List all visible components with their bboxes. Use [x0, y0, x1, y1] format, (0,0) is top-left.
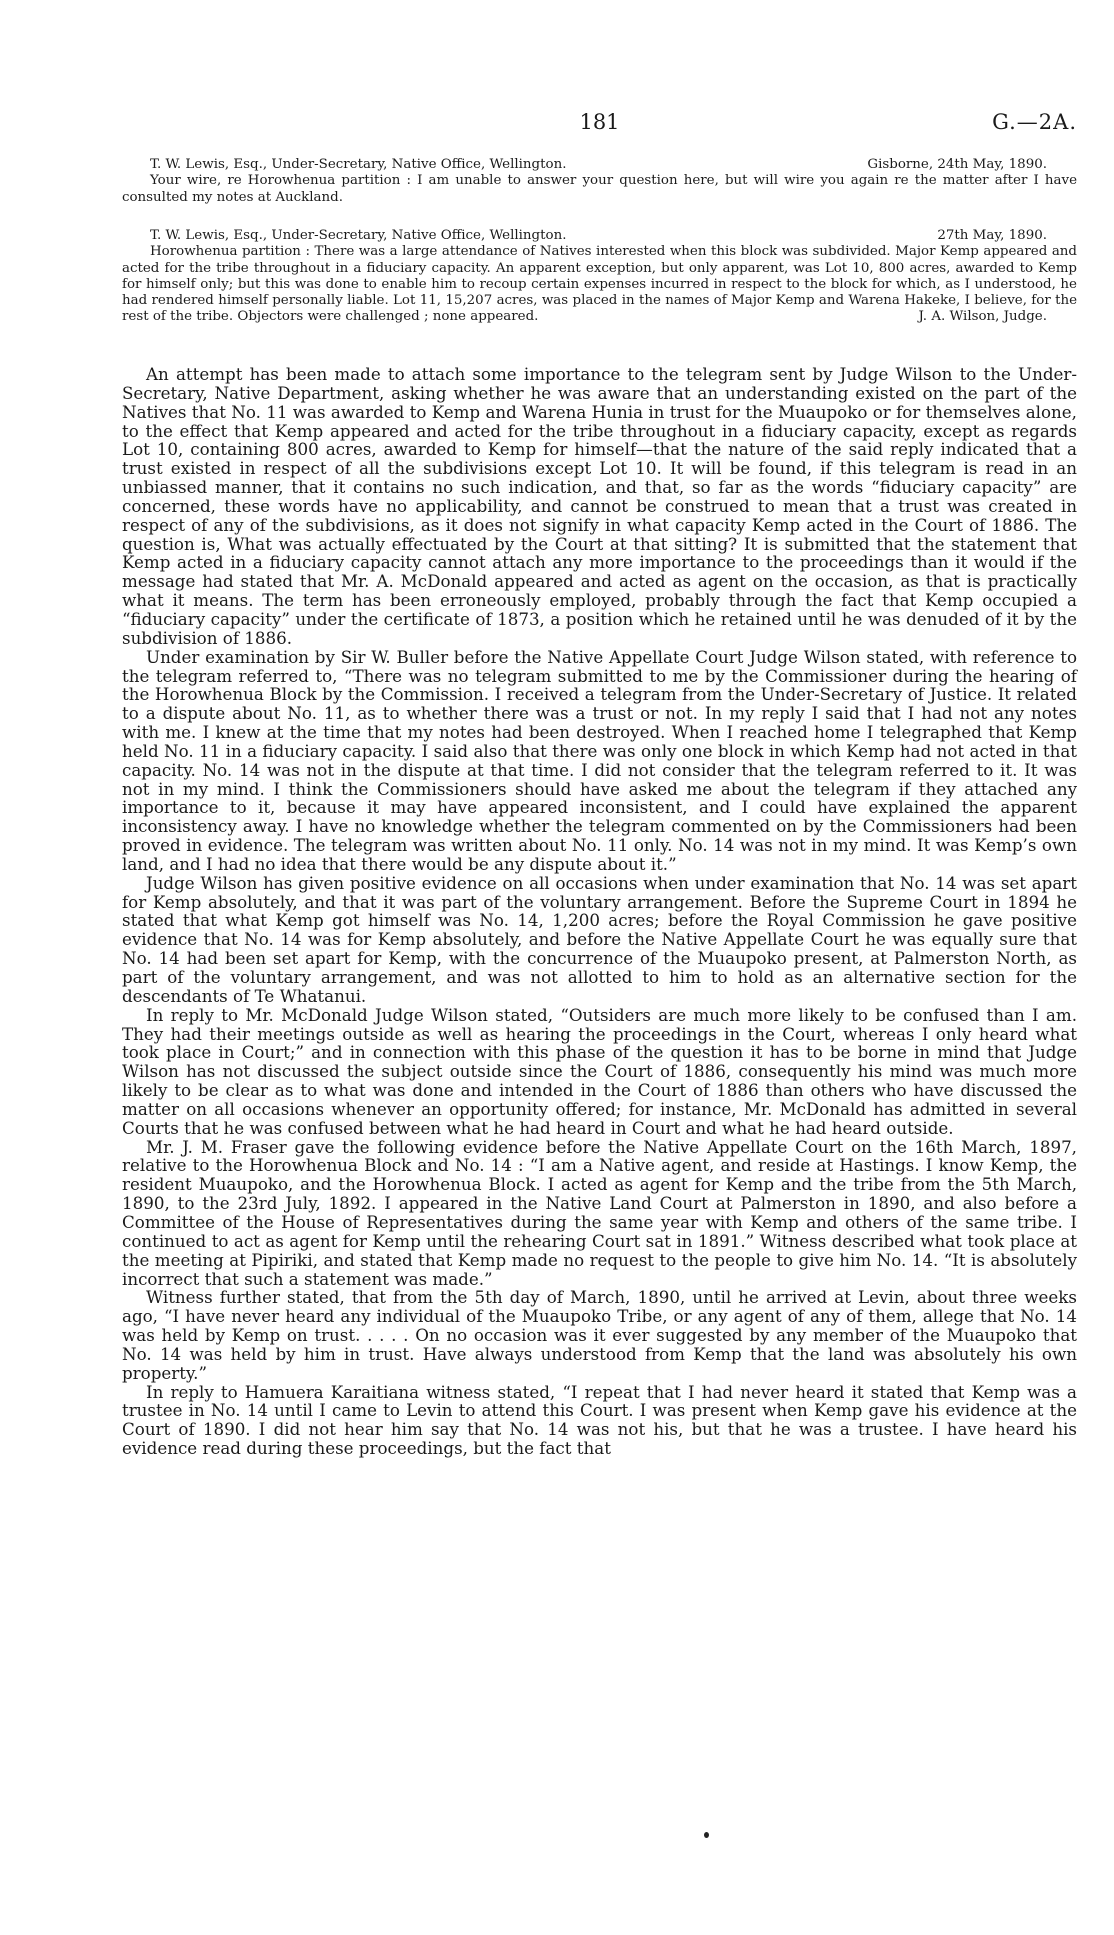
document-reference: G.—2A.	[992, 110, 1077, 134]
paragraph-fraser-evidence: Mr. J. M. Fraser gave the following evidence before the Native Appellate Court on the 16th March, 1897, relative to the Horowhenua Block and No. 14 : “I am a Native agent, and reside at Hastings. I know Kemp, the resident Muaupoko, and the Horowhenua Block. I acted as agent for Kemp and the tribe from the 5th March, 1890, to the 23rd July, 1892. I appeared in the Native Land Court at Palmerston in 1890, and also before a Committee of the House of Representatives during the same year with Kemp and others of the same tribe. I continued to act as agent for Kemp until the rehearing Court sat in 1891.” Witness described what took place at the meeting at Pipiriki, and stated that Kemp made no request to the people to give him No. 14. “It is absolutely incorrect that such a statement was made.”	[122, 1136, 1077, 1289]
paragraph-telegram-analysis: An attempt has been made to attach some importance to the telegram sent by Judge Wilson to the Under-Secretary, Native Department, asking whether he was aware that an understanding existed on the part of the Natives that No. 11 was awarded to Kemp and Warena Hunia in trust for the Muaupoko or for themselves alone, to the effect that Kemp appeared and acted for the tribe throughout in a fiduciary capacity, except as regards Lot 10, containing 800 acres, awarded to Kemp for himself—that the nature of the said reply indicated that a trust existed in respect of all the subdivisions except Lot 10. It will be found, if this telegram is read in an unbiassed manner, that it contains no such indication, and that, so far as the words “fiduciary capacity” are concerned, these words have no applicability, and cannot be construed to mean that a trust was created in respect of any of the subdivisions, as it does not signify in what capacity Kemp acted in the Court of 1886. The question is, What was actually effectuated by the Court at that sitting? It is submitted that the statement that Kemp acted in a fiduciary capacity cannot attach any more importance to the proceedings than it would if the message had stated that Mr. A. McDonald appeared and acted as agent on the occasion, as that is practically what it means. The term has been erroneously employed, probably through the fact that Kemp occupied a “fiduciary capacity” under the certificate of 1873, a position which he retained until he was denuded of it by the subdivision of 1886.	[122, 364, 1077, 648]
paragraph-mcdonald-reply: In reply to Mr. McDonald Judge Wilson stated, “Outsiders are much more likely to be confused than I am. They had their meetings outside as well as hearing the proceedings in the Court, whereas I only heard what took place in Court;” and in connection with this phase of the question it has to be borne in mind that Judge Wilson has not discussed the subject outside since the Court of 1886, consequently his mind was much more likely to be clear as to what was done and intended in the Court of 1886 than others who have discussed the matter on all occasions whenever an opportunity offered; for instance, Mr. McDonald has admitted in several Courts that he was confused between what he had heard in Court and what he had heard outside.	[122, 1004, 1077, 1138]
paragraph-hamuera-reply: In reply to Hamuera Karaitiana witness stated, “I repeat that I had never heard it stated that Kemp was a trustee in No. 14 until I came to Levin to attend this Court. I was present when Kemp gave his evidence at the Court of 1890. I did not hear him say that No. 14 was not his, but that he was a trustee. I have heard his evidence read during these proceedings, but the fact that	[122, 1381, 1077, 1459]
telegram-2-heading	[122, 228, 1077, 244]
telegram-2-date: 27th May, 1890.	[937, 228, 1047, 243]
paragraph-witness-further: Witness further stated, that from the 5th day of March, 1890, until he arrived at Levin, about three weeks ago, “I have never heard any individual of the Muaupoko Tribe, or any agent of any of them, allege that No. 14 was held by Kemp on trust. . . . . On no occasion was it ever suggested by any member of the Muaupoko that No. 14 was held by him in trust. Have always understood from Kemp that the land was absolutely his own property.”	[122, 1287, 1077, 1383]
paragraph-buller-examination: Under examination by Sir W. Buller before the Native Appellate Court Judge Wilson stated, with reference to the telegram referred to, “There was no telegram submitted to me by the Commissioner during the hearing of the Horowhenua Block by the Commission. I received a telegram from the Under-Secretary of Justice. It related to a dispute about No. 11, as to whether there was a trust or not. In my reply I said that I had not any notes with me. I knew at the time that my notes had been destroyed. When I reached home I telegraphed that Kemp held No. 11 in a fiduciary capacity. I said also that there was only one block in which Kemp had not acted in that capacity. No. 14 was not in the dispute at that time. I did not consider that the telegram referred to it. It was not in my mind. I think the Commissioners should have asked me about the telegram if they attached any importance to it, because it may have appeared inconsistent, and I could have explained the apparent inconsistency away. I have no knowledge whether the telegram commented on by the Commissioners had been proved in evidence. The telegram was written about No. 11 only. No. 14 was not in my mind. It was Kemp’s own land, and I had no idea that there would be any dispute about it.”	[122, 646, 1077, 874]
telegram-1	[122, 157, 1077, 206]
telegram-1-place-date: Gisborne, 24th May, 1890.	[867, 157, 1047, 172]
page-header	[122, 110, 1077, 144]
telegram-2-signature: J. A. Wilson, Judge.	[918, 309, 1047, 325]
telegram-2-addressee: T. W. Lewis, Esq., Under-Secretary, Native Office, Wellington.	[150, 228, 567, 243]
telegram-2	[122, 228, 1077, 326]
telegram-1-text: Your wire, re Horowhenua partition : I am unable to answer your question here, but will wire you again re the matter after I have consulted my notes at Auckland.	[122, 173, 1077, 205]
main-body	[122, 365, 1077, 1458]
telegram-2-text: Horowhenua partition : There was a large attendance of Natives interested when this block was subdivided. Major Kemp appeared and acted for the tribe throughout in a fiduciary capacity. An apparent exception, but only apparent, was Lot 10, 800 acres, awarded to Kemp for himself only; but this was done to enable him to recoup certain expenses incurred in respect to the block for which, as I understood, he had rendered himself personally liable. Lot 11, 15,207 acres, was placed in the names of Major Kemp and Warena Hakeke, I believe, for the rest of the tribe. Objectors were challenged ; none appeared.	[122, 244, 1077, 325]
page-number: 181	[579, 110, 620, 134]
paragraph-wilson-evidence: Judge Wilson has given positive evidence on all occasions when under examination that No. 14 was set apart for Kemp absolutely, and that it was part of the voluntary arrangement. Before the Supreme Court in 1894 he stated that what Kemp got himself was No. 14, 1,200 acres; before the Royal Commission he gave positive evidence that No. 14 was for Kemp absolutely, and before the Native Appellate Court he was equally sure that No. 14 had been set apart for Kemp, with the concurrence of the Muaupoko present, at Palmerston North, as part of the voluntary arrangement, and was not allotted to him to hold as an alternative section for the descendants of Te Whatanui.	[122, 872, 1077, 1006]
telegram-1-heading	[122, 157, 1077, 173]
stray-ink-dot	[704, 1832, 709, 1838]
telegram-1-addressee: T. W. Lewis, Esq., Under-Secretary, Native Office, Wellington.	[150, 157, 567, 172]
